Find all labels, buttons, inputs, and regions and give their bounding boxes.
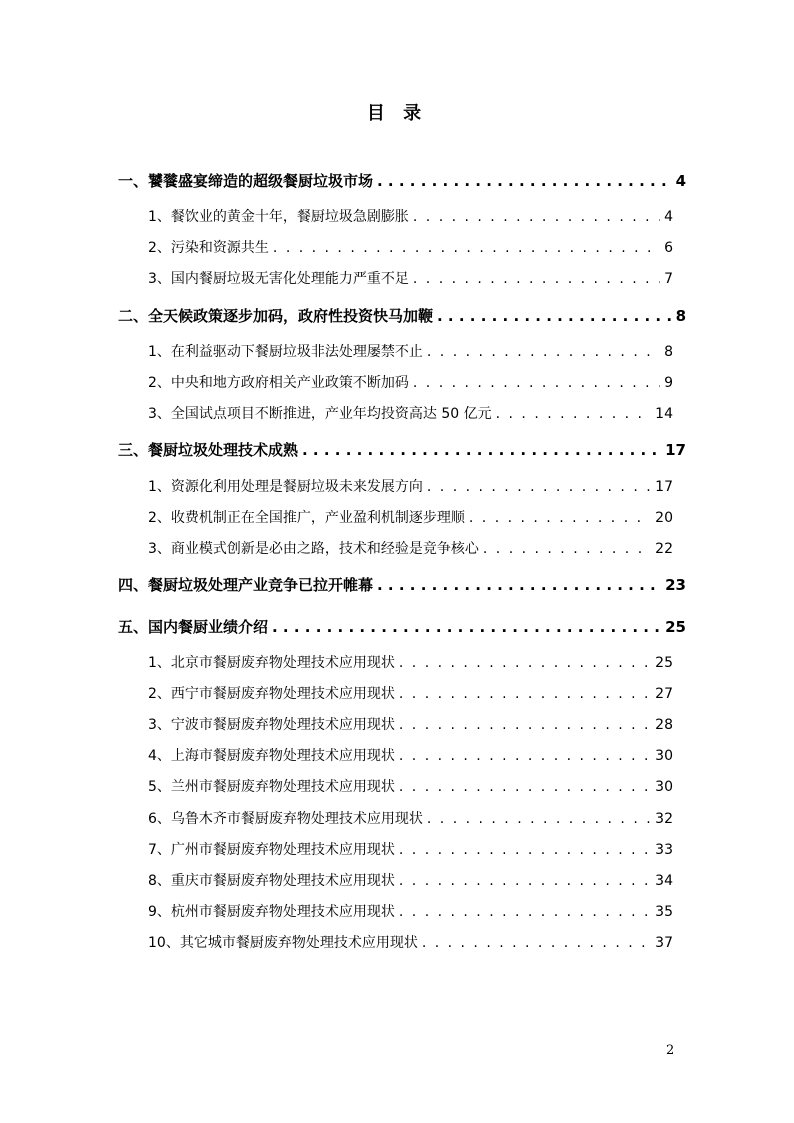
leader-dots — [399, 776, 651, 798]
toc-entry-subsection[interactable] — [148, 372, 673, 394]
toc-entry-subsection[interactable] — [148, 839, 673, 861]
toc-entry-text: 3、商业模式创新是必由之路，技术和经验是竞争核心 — [148, 541, 479, 557]
toc-entry-section-3[interactable] — [118, 439, 686, 461]
toc-entry-page: 8 — [664, 344, 673, 360]
toc-entry-page: 30 — [655, 779, 673, 795]
toc-entry-text: 5、兰州市餐厨废弃物处理技术应用现状 — [148, 779, 395, 795]
toc-entry-page: 32 — [655, 811, 673, 827]
toc-entry-section-1[interactable] — [118, 170, 686, 192]
toc-entry-subsection[interactable] — [148, 341, 673, 363]
toc-entry-page: 25 — [665, 618, 686, 636]
toc-entry-text: 3、国内餐厨垃圾无害化处理能力严重不足 — [148, 271, 409, 287]
toc-entry-page: 30 — [655, 748, 673, 764]
leader-dots — [272, 616, 661, 638]
toc-entry-text: 3、全国试点项目不断推进，产业年均投资高达 50 亿元 — [148, 406, 492, 422]
toc-entry-page: 33 — [655, 842, 673, 858]
toc-entry-text: 1、资源化利用处理是餐厨垃圾未来发展方向 — [148, 479, 423, 495]
toc-entry-subsection[interactable] — [148, 206, 673, 228]
toc-entry-subsection[interactable] — [148, 714, 673, 736]
leader-dots — [399, 870, 651, 892]
toc-entry-page: 14 — [655, 406, 673, 422]
toc-entry-page: 7 — [664, 271, 673, 287]
toc-entry-text: 3、宁波市餐厨废弃物处理技术应用现状 — [148, 717, 395, 733]
leader-dots — [377, 170, 672, 192]
toc-entry-subsection[interactable] — [148, 932, 673, 954]
toc-entry-section-4[interactable] — [118, 574, 686, 596]
leader-dots — [427, 476, 651, 498]
toc-entry-text: 三、餐厨垃圾处理技术成熟 — [118, 441, 299, 459]
toc-entry-page: 37 — [655, 935, 673, 951]
toc-entry-text: 2、西宁市餐厨废弃物处理技术应用现状 — [148, 686, 395, 702]
toc-entry-page: 4 — [675, 172, 686, 190]
leader-dots — [399, 901, 651, 923]
leader-dots — [377, 574, 661, 596]
toc-entry-text: 四、餐厨垃圾处理产业竞争已拉开帷幕 — [118, 576, 374, 594]
toc-entry-text: 6、乌鲁木齐市餐厨废弃物处理技术应用现状 — [148, 811, 423, 827]
toc-entry-page: 9 — [664, 375, 673, 391]
toc-entry-text: 2、污染和资源共生 — [148, 240, 269, 256]
toc-entry-subsection[interactable] — [148, 507, 673, 529]
toc-entry-text: 1、在利益驱动下餐厨垃圾非法处理屡禁不止 — [148, 344, 423, 360]
leader-dots — [483, 538, 651, 560]
toc-entry-subsection[interactable] — [148, 237, 673, 259]
leader-dots — [399, 714, 651, 736]
toc-entry-page: 23 — [665, 576, 686, 594]
toc-entry-page: 34 — [655, 873, 673, 889]
toc-entry-page: 22 — [655, 541, 673, 557]
leader-dots — [413, 268, 660, 290]
toc-entry-page: 35 — [655, 904, 673, 920]
toc-entry-subsection[interactable] — [148, 901, 673, 923]
toc-entry-text: 10、其它城市餐厨废弃物处理技术应用现状 — [148, 935, 418, 951]
toc-entry-page: 6 — [664, 240, 673, 256]
toc-entry-subsection[interactable] — [148, 745, 673, 767]
toc-entry-subsection[interactable] — [148, 683, 673, 705]
toc-entry-subsection[interactable] — [148, 538, 673, 560]
toc-entry-text: 7、广州市餐厨废弃物处理技术应用现状 — [148, 842, 395, 858]
toc-entry-page: 17 — [665, 441, 686, 459]
toc-entry-subsection[interactable] — [148, 808, 673, 830]
toc-entry-text: 二、全天候政策逐步加码，政府性投资快马加鞭 — [118, 307, 434, 325]
leader-dots — [302, 439, 661, 461]
toc-entry-text: 五、国内餐厨业绩介绍 — [118, 618, 269, 636]
leader-dots — [496, 403, 652, 425]
leader-dots — [399, 683, 651, 705]
toc-entry-subsection[interactable] — [148, 403, 673, 425]
toc-entry-page: 17 — [655, 479, 673, 495]
toc-title: 目 录 — [366, 103, 428, 124]
toc-entry-subsection[interactable] — [148, 870, 673, 892]
toc-entry-section-5[interactable] — [118, 616, 686, 638]
toc-entry-text: 2、收费机制正在全国推广，产业盈利机制逐步理顺 — [148, 510, 465, 526]
toc-entry-page: 28 — [655, 717, 673, 733]
toc-entry-page: 4 — [664, 209, 673, 225]
toc-entry-page: 20 — [655, 510, 673, 526]
leader-dots — [413, 206, 660, 228]
toc-entry-page: 8 — [675, 307, 686, 325]
leader-dots — [427, 341, 660, 363]
toc-entry-page: 25 — [655, 655, 673, 671]
toc-entry-text: 2、中央和地方政府相关产业政策不断加码 — [148, 375, 409, 391]
leader-dots — [437, 305, 672, 327]
toc-entry-text: 4、上海市餐厨废弃物处理技术应用现状 — [148, 748, 395, 764]
toc-entry-page: 27 — [655, 686, 673, 702]
leader-dots — [399, 839, 651, 861]
toc-entry-text: 8、重庆市餐厨废弃物处理技术应用现状 — [148, 873, 395, 889]
toc-entry-subsection[interactable] — [148, 776, 673, 798]
toc-entry-text: 1、餐饮业的黄金十年，餐厨垃圾急剧膨胀 — [148, 209, 409, 225]
leader-dots — [422, 932, 651, 954]
leader-dots — [413, 372, 660, 394]
toc-entry-subsection[interactable] — [148, 268, 673, 290]
toc-entry-section-2[interactable] — [118, 305, 686, 327]
toc-entry-subsection[interactable] — [148, 652, 673, 674]
toc-entry-text: 9、杭州市餐厨废弃物处理技术应用现状 — [148, 904, 395, 920]
toc-entry-text: 一、饕餮盛宴缔造的超级餐厨垃圾市场 — [118, 172, 374, 190]
toc-entry-subsection[interactable] — [148, 476, 673, 498]
leader-dots — [399, 652, 651, 674]
toc-entry-text: 1、北京市餐厨废弃物处理技术应用现状 — [148, 655, 395, 671]
leader-dots — [399, 745, 651, 767]
leader-dots — [273, 237, 660, 259]
leader-dots — [469, 507, 651, 529]
page-number: 2 — [666, 1043, 675, 1058]
leader-dots — [427, 808, 651, 830]
